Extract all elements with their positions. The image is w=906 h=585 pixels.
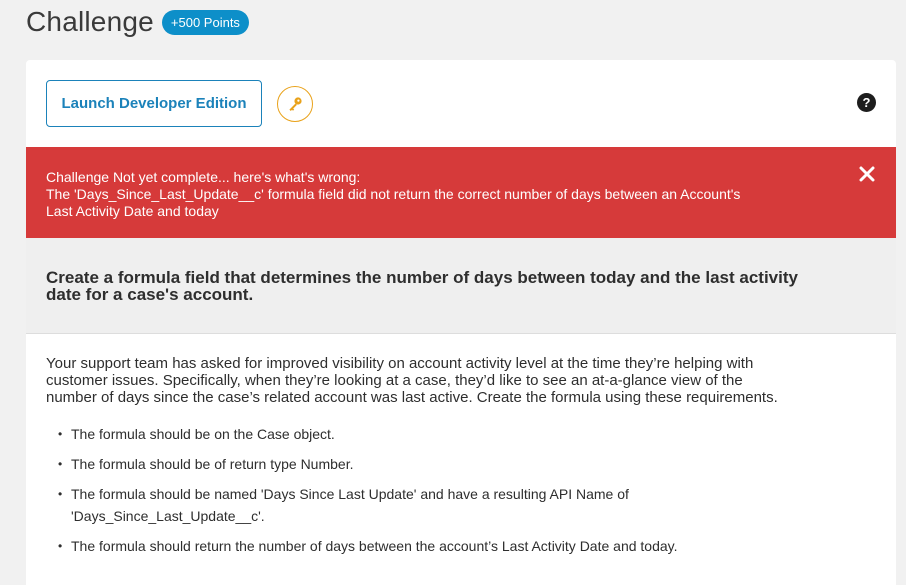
- error-banner: [26, 147, 896, 238]
- bullet-icon: •: [58, 457, 63, 471]
- requirement-item: [58, 483, 876, 527]
- requirement-text: The formula should return the number of days between the account’s Last Activity Date and today.: [71, 538, 678, 554]
- close-error-button[interactable]: [856, 163, 878, 185]
- bullet-icon: •: [58, 539, 63, 553]
- bullet-icon: •: [58, 487, 63, 501]
- points-badge: +500 Points: [162, 10, 249, 35]
- requirement-item: [58, 423, 876, 445]
- requirements-list: [58, 423, 876, 557]
- requirement-text: 'Days_Since_Last_Update__c'.: [71, 508, 265, 524]
- intro-line: number of days since the case’s related account was last active. Create the formula using these requirements.: [46, 389, 778, 406]
- challenge-intro: [46, 355, 876, 406]
- error-title: Challenge Not yet complete... here's what's wrong:: [46, 169, 361, 185]
- bullet-icon: •: [58, 427, 63, 441]
- requirement-item: [58, 453, 876, 475]
- close-icon: [859, 166, 875, 182]
- challenge-toolbar: [26, 60, 896, 147]
- challenge-heading-line: date for a case's account.: [46, 285, 254, 304]
- error-message-line: The 'Days_Since_Last_Update__c' formula field did not return the correct number of days between an Account's: [46, 186, 741, 202]
- challenge-body: [26, 334, 896, 565]
- challenge-heading: [26, 238, 896, 334]
- requirement-text: The formula should be named 'Days Since Last Update' and have a resulting API Name of: [71, 486, 629, 502]
- launch-developer-edition-button[interactable]: Launch Developer Edition: [46, 80, 262, 127]
- challenge-heading-line: Create a formula field that determines the number of days between today and the last activity: [46, 268, 798, 287]
- challenge-heading-text: [46, 269, 876, 303]
- intro-line: Your support team has asked for improved visibility on account activity level at the time they’re helping with: [46, 355, 754, 372]
- challenge-card: [26, 60, 896, 585]
- requirement-text: The formula should be of return type Number.: [71, 456, 354, 472]
- question-circle-icon[interactable]: ?: [857, 93, 876, 112]
- error-message-line: Last Activity Date and today: [46, 203, 219, 219]
- intro-line: customer issues. Specifically, when they’re looking at a case, they’d like to see an at-a-glance view of the: [46, 372, 743, 389]
- key-icon: [287, 96, 303, 112]
- requirement-item: [58, 535, 876, 557]
- key-button[interactable]: [277, 86, 313, 122]
- page-title: Challenge: [26, 6, 154, 37]
- challenge-header: [26, 4, 249, 40]
- requirement-text: The formula should be on the Case object.: [71, 426, 335, 442]
